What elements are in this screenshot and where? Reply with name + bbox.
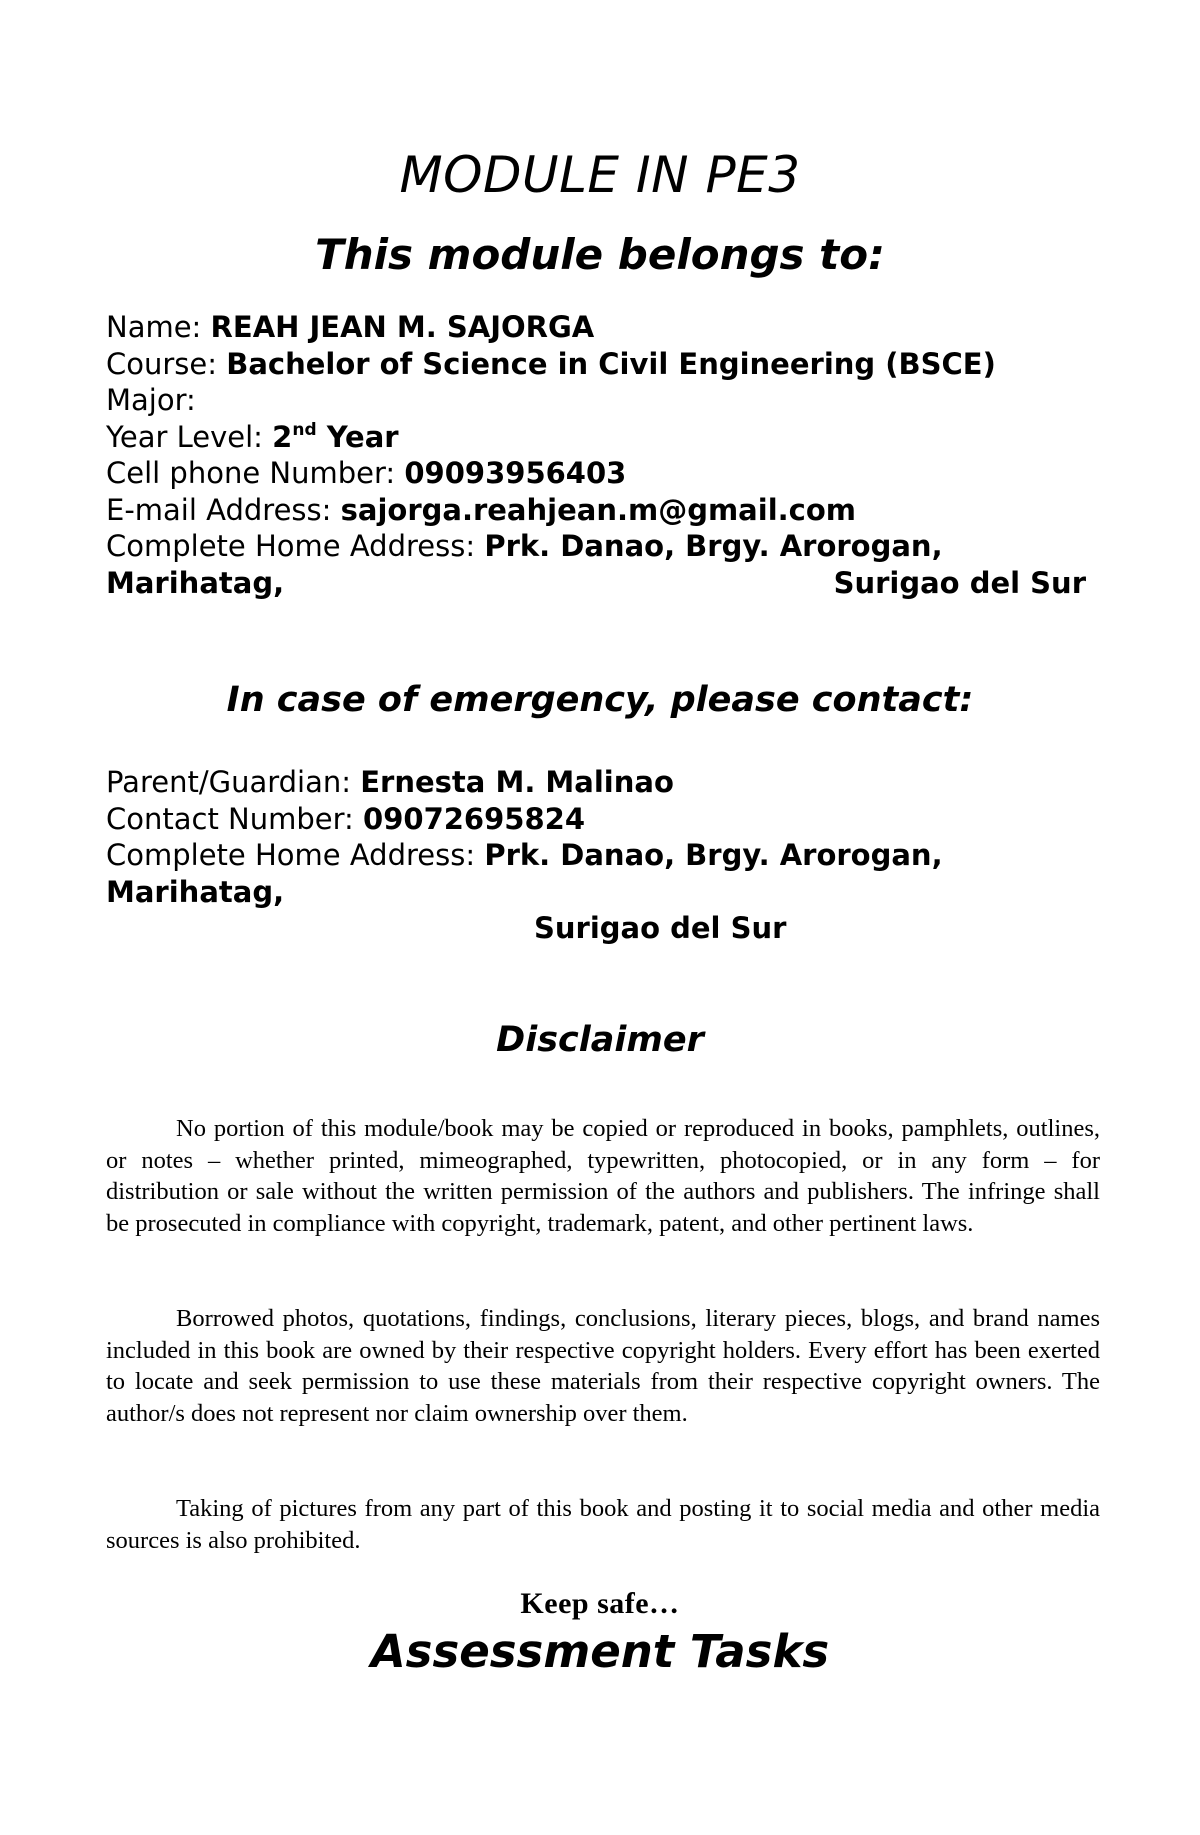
ownership-heading: This module belongs to: [315, 230, 885, 279]
disclaimer-paragraph-3: Taking of pictures from any part of this book and posting it to social media and other media sources is also prohibited. [106, 1495, 1100, 1554]
contact-value: 09072695824 [363, 801, 585, 836]
year-ordinal: nd [292, 419, 317, 440]
email-value: sajorga.reahjean.m@gmail.com [340, 492, 856, 527]
disclaimer-paragraph-1: No portion of this module/book may be copied or reproduced in books, pamphlets, outlines, or notes – whether printed, mimeographed, typewritten, photocopied, or in any form – for distribution or sale without the written permission of the authors and publishers. The infringe shall be prosecuted in compliance with copyright, trademark, patent, and other pertinent laws. [106, 1115, 1100, 1237]
phone-label: Cell phone Number: [106, 456, 405, 490]
phone-row [106, 455, 1086, 492]
address-line-2a: Marihatag, [106, 565, 285, 600]
major-row [106, 382, 1086, 419]
emergency-address-line-1: Prk. Danao, Brgy. Arorogan, [484, 838, 943, 872]
owner-info [106, 309, 1086, 601]
course-row [106, 346, 1086, 383]
year-label: Year Level: [106, 419, 273, 454]
guardian-value: Ernesta M. Malinao [360, 765, 674, 799]
emergency-address-row-3 [106, 910, 943, 947]
address-line-1: Prk. Danao, Brgy. Arorogan, [484, 529, 943, 563]
assessment-heading: Assessment Tasks [370, 1625, 830, 1678]
course-value: Bachelor of Science in Civil Engineering (BSCE) [226, 346, 996, 381]
year-number: 2 [272, 419, 293, 454]
phone-value: 09093956403 [404, 456, 627, 490]
emergency-heading: In case of emergency, please contact: [226, 680, 974, 720]
year-row [106, 419, 1086, 456]
emergency-address-line-3: Surigao del Sur [534, 911, 787, 945]
guardian-row [106, 764, 943, 801]
emergency-address-row-2 [106, 874, 943, 911]
address-row [106, 528, 1086, 565]
guardian-label: Parent/Guardian: [106, 765, 361, 799]
contact-label: Contact Number: [106, 801, 364, 836]
name-row [106, 309, 1086, 346]
name-label: Name: [106, 310, 211, 344]
emergency-address-line-2: Marihatag, [106, 874, 285, 909]
disclaimer-heading: Disclaimer [496, 1020, 704, 1060]
major-label: Major: [106, 383, 196, 417]
emergency-address-label: Complete Home Address: [106, 838, 485, 872]
contact-row [106, 801, 943, 838]
address-line-2b: Surigao del Sur [833, 565, 1086, 600]
year-word: Year [316, 419, 399, 454]
address-row-2 [106, 565, 1086, 602]
course-label: Course: [106, 346, 227, 381]
emergency-info [106, 764, 943, 947]
email-label: E-mail Address: [106, 492, 341, 527]
closing-note: Keep safe… [520, 1587, 680, 1620]
module-title: MODULE IN PE3 [399, 146, 801, 204]
name-value: REAH JEAN M. SAJORGA [210, 310, 595, 344]
disclaimer-paragraph-2: Borrowed photos, quotations, findings, conclusions, literary pieces, blogs, and brand names included in this book are owned by their respective copyright holders. Every effort has been exerted to locate and seek permission to use these materials from their respective copyright owners. The author/s does not represent nor claim ownership over them. [106, 1305, 1100, 1427]
email-row [106, 492, 1086, 529]
address-label: Complete Home Address: [106, 529, 485, 563]
emergency-address-row [106, 837, 943, 874]
